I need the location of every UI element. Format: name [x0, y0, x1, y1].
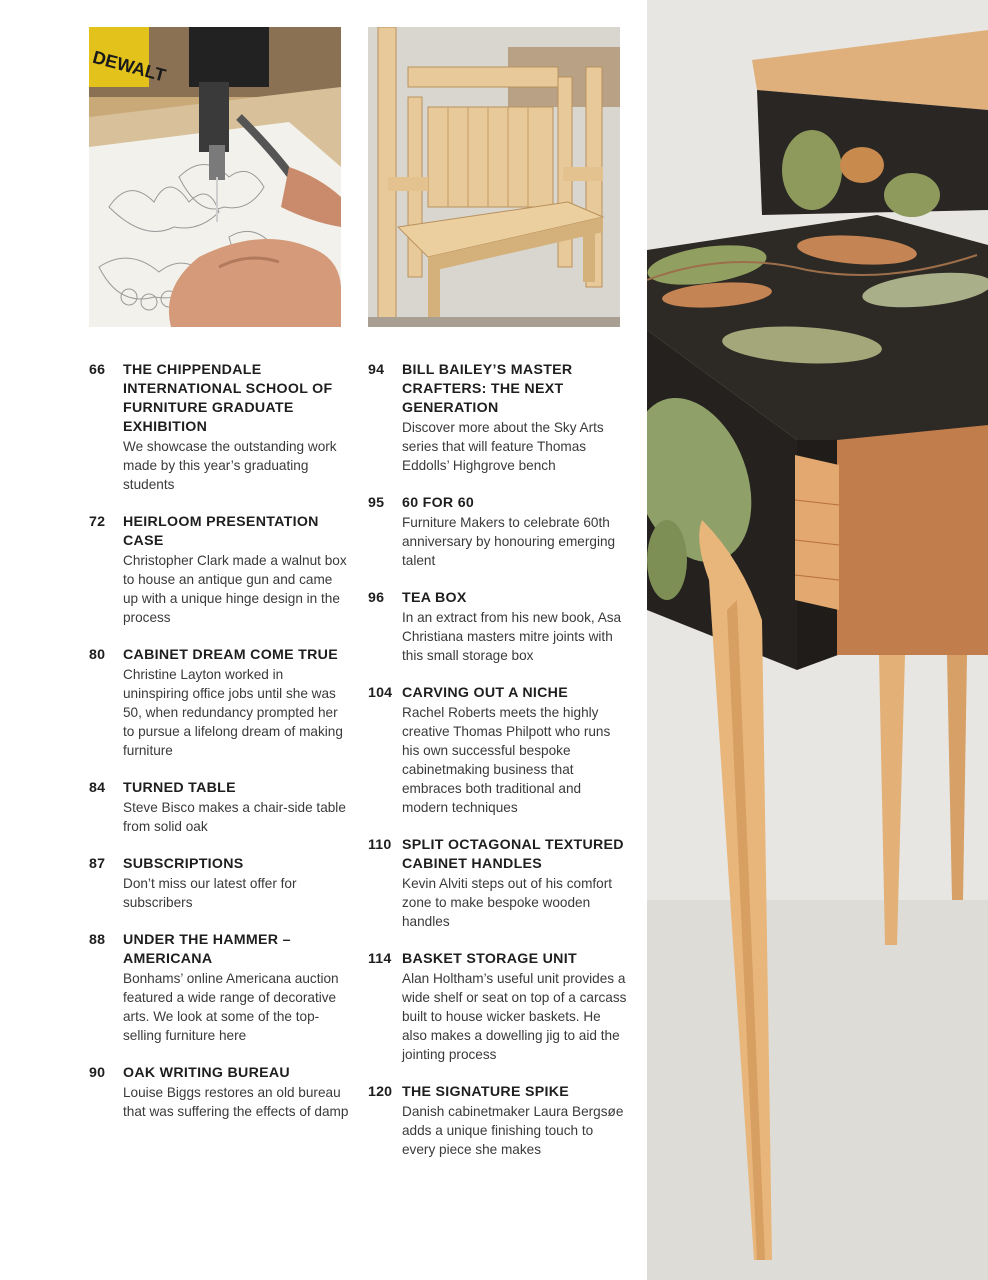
contents-right-column — [368, 361, 628, 1178]
article-description: Louise Biggs restores an old bureau that was suffering the effects of damp — [123, 1085, 349, 1119]
article-title: THE CHIPPENDALE INTERNATIONAL SCHOOL OF FURNITURE GRADUATE EXHIBITION — [123, 362, 333, 435]
page-number: 88 — [89, 932, 106, 948]
article-description: Christopher Clark made a walnut box to house an antique gun and came up with a unique hinge design in the process — [123, 553, 347, 625]
page-number: 104 — [368, 685, 393, 701]
contents-entry[interactable] — [89, 779, 349, 836]
contents-entry[interactable] — [89, 1064, 349, 1121]
marquetry-table-photo — [647, 0, 988, 1280]
article-description: Christine Layton worked in uninspiring office jobs until she was 50, when redundancy prompted her to pursue a lifelong dream of making furniture — [123, 667, 343, 758]
page-number: 72 — [89, 514, 106, 530]
article-title: TURNED TABLE — [123, 780, 236, 796]
page-number: 95 — [368, 495, 385, 511]
contents-entry[interactable] — [89, 513, 349, 627]
contents-entry[interactable] — [368, 684, 628, 817]
contents-entry[interactable] — [368, 1083, 628, 1159]
contents-entry[interactable] — [89, 931, 349, 1045]
contents-left-column — [89, 361, 349, 1140]
article-title: THE SIGNATURE SPIKE — [402, 1084, 570, 1100]
article-description: Don’t miss our latest offer for subscribers — [123, 876, 297, 910]
article-description: We showcase the outstanding work made by this year’s graduating students — [123, 439, 337, 492]
contents-entry[interactable] — [368, 950, 628, 1064]
article-title: OAK WRITING BUREAU — [123, 1065, 290, 1081]
bench-photo — [368, 27, 620, 327]
page-number: 84 — [89, 780, 106, 796]
article-title: SUBSCRIPTIONS — [123, 856, 244, 872]
article-description: Bonhams’ online Americana auction featured a wide range of decorative arts. We look at some of the top-selling furniture here — [123, 971, 339, 1043]
dewalt-logo: DEWALT — [90, 46, 168, 86]
article-description: Rachel Roberts meets the highly creative Thomas Philpott who runs his own successful bespoke cabinetmaking business that embraces both traditional and modern techniques — [402, 705, 611, 815]
contents-entry[interactable] — [368, 836, 628, 931]
page-number: 120 — [368, 1084, 393, 1100]
article-description: In an extract from his new book, Asa Christiana masters mitre joints with this small storage box — [402, 610, 622, 663]
article-title: SPLIT OCTAGONAL TEXTURED CABINET HANDLES — [402, 837, 624, 872]
article-description: Steve Bisco makes a chair-side table from solid oak — [123, 800, 346, 834]
article-description: Discover more about the Sky Arts series that will feature Thomas Eddolls’ Highgrove bench — [402, 420, 604, 473]
contents-entry[interactable] — [89, 646, 349, 760]
page-number: 94 — [368, 362, 385, 378]
contents-entry[interactable] — [89, 361, 349, 494]
page-number: 80 — [89, 647, 106, 663]
page-number: 110 — [368, 837, 392, 853]
page-number: 114 — [368, 951, 392, 967]
scroll-saw-photo — [89, 27, 341, 327]
article-title: BASKET STORAGE UNIT — [402, 951, 577, 967]
scroll-saw-illustration — [89, 27, 341, 327]
bench-illustration — [368, 27, 620, 327]
contents-entry[interactable] — [368, 361, 628, 475]
article-description: Alan Holtham’s useful unit provides a wide shelf or seat on top of a carcass built to house wicker baskets. He also makes a dowelling jig to aid the jointing process — [402, 971, 627, 1062]
article-title: CARVING OUT A NICHE — [402, 685, 568, 701]
page-number: 90 — [89, 1065, 106, 1081]
page-number: 87 — [89, 856, 106, 872]
article-description: Kevin Alviti steps out of his comfort zone to make bespoke wooden handles — [402, 876, 613, 929]
article-title: 60 FOR 60 — [402, 495, 475, 511]
contents-entry[interactable] — [89, 855, 349, 912]
article-title: HEIRLOOM PRESENTATION CASE — [123, 514, 319, 549]
article-title: CABINET DREAM COME TRUE — [123, 647, 338, 663]
article-title: BILL BAILEY’S MASTER CRAFTERS: THE NEXT GENERATION — [402, 362, 573, 416]
article-description: Furniture Makers to celebrate 60th anniversary by honouring emerging talent — [402, 515, 616, 568]
page-number: 96 — [368, 590, 385, 606]
contents-entry[interactable] — [368, 494, 628, 570]
marquetry-table-illustration — [647, 0, 988, 1280]
article-title: UNDER THE HAMMER – AMERICANA — [123, 932, 291, 967]
contents-entry[interactable] — [368, 589, 628, 665]
article-title: TEA BOX — [402, 590, 467, 606]
page-number: 66 — [89, 362, 106, 378]
article-description: Danish cabinetmaker Laura Bergsøe adds a unique finishing touch to every piece she makes — [402, 1104, 624, 1157]
